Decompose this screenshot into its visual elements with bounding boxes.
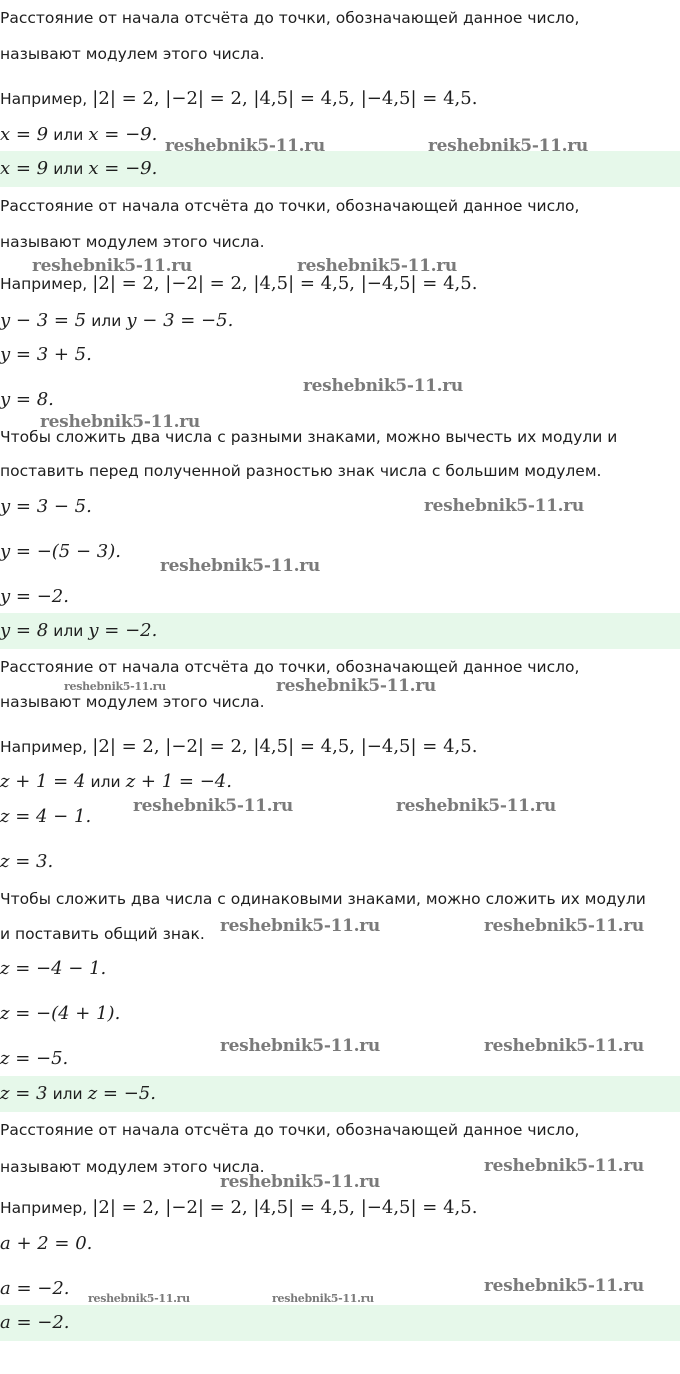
watermark: reshebnik5-11.ru	[40, 412, 200, 432]
definition-line-2: называют модулем этого числа.	[0, 693, 265, 711]
definition-line-2: называют модулем этого числа.	[0, 233, 265, 251]
task4-answer	[0, 1305, 680, 1341]
example-label: Например,	[0, 738, 88, 756]
task3-eq-right: z + 1 = −4.	[125, 771, 232, 792]
watermark: reshebnik5-11.ru	[396, 796, 556, 816]
task2-answer	[0, 613, 680, 649]
task3-step-1: z = 4 − 1.	[0, 806, 92, 827]
rule-same-line-2: и поставить общий знак.	[0, 925, 205, 943]
task3-answer-right: z = −5.	[87, 1083, 156, 1104]
task3-eq-left: z + 1 = 4	[0, 771, 86, 792]
watermark: reshebnik5-11.ru	[303, 376, 463, 396]
task2-eq-right: y − 3 = −5.	[126, 310, 234, 331]
watermark: reshebnik5-11.ru	[484, 1276, 644, 1296]
watermark: reshebnik5-11.ru	[484, 916, 644, 936]
watermark: reshebnik5-11.ru	[297, 256, 457, 276]
or-word: или	[53, 160, 84, 178]
example-math: |2| = 2, |−2| = 2, |4,5| = 4,5, |−4,5| = 4,5.	[92, 1197, 478, 1218]
rule-diff-line-1: Чтобы сложить два числа с разными знаками, можно вычесть их модули и	[0, 428, 618, 446]
watermark: reshebnik5-11.ru	[160, 556, 320, 576]
task2-step-2: y = 8.	[0, 389, 54, 410]
definition-line-1: Расстояние от начала отсчёта до точки, обозначающей данное число,	[0, 658, 580, 676]
definition-line-2: называют модулем этого числа.	[0, 1158, 265, 1176]
task1-answer-right: x = −9.	[88, 158, 158, 179]
task1-answer-left: x = 9	[0, 158, 49, 179]
watermark: reshebnik5-11.ru	[32, 256, 192, 276]
task4-answer-value: a = −2.	[0, 1312, 70, 1333]
task2-step-5: y = −2.	[0, 586, 69, 607]
watermark: reshebnik5-11.ru	[272, 1292, 374, 1305]
watermark: reshebnik5-11.ru	[165, 136, 325, 156]
or-word: или	[53, 622, 84, 640]
task2-step-3: y = 3 − 5.	[0, 496, 92, 517]
definition-line-1: Расстояние от начала отсчёта до точки, обозначающей данное число,	[0, 9, 580, 27]
definition-example	[0, 1197, 680, 1219]
task4-equation: a + 2 = 0.	[0, 1233, 93, 1254]
task1-answer	[0, 151, 680, 187]
example-math: |2| = 2, |−2| = 2, |4,5| = 4,5, |−4,5| = 4,5.	[92, 736, 478, 757]
rule-diff-line-2: поставить перед полученной разностью знак числа с большим модулем.	[0, 462, 602, 480]
definition-line-1: Расстояние от начала отсчёта до точки, обозначающей данное число,	[0, 1121, 580, 1139]
task2-step-1: y = 3 + 5.	[0, 344, 92, 365]
example-label: Например,	[0, 1199, 88, 1217]
example-label: Например,	[0, 90, 88, 108]
definition-line-2: называют модулем этого числа.	[0, 45, 265, 63]
task1-solution-right: x = −9.	[88, 124, 158, 145]
definition-line-1: Расстояние от начала отсчёта до точки, обозначающей данное число,	[0, 197, 580, 215]
definition-example	[0, 273, 680, 295]
example-label: Например,	[0, 275, 88, 293]
rule-same-line-1: Чтобы сложить два числа с одинаковыми знаками, можно сложить их модули	[0, 890, 646, 908]
watermark: reshebnik5-11.ru	[424, 496, 584, 516]
watermark: reshebnik5-11.ru	[484, 1036, 644, 1056]
watermark: reshebnik5-11.ru	[428, 136, 588, 156]
task3-answer-left: z = 3	[0, 1083, 48, 1104]
definition-example	[0, 736, 680, 758]
or-word: или	[53, 126, 84, 144]
watermark: reshebnik5-11.ru	[88, 1292, 190, 1305]
watermark: reshebnik5-11.ru	[220, 916, 380, 936]
example-math: |2| = 2, |−2| = 2, |4,5| = 4,5, |−4,5| = 4,5.	[92, 88, 478, 109]
or-word: или	[90, 773, 121, 791]
or-word: или	[52, 1085, 83, 1103]
watermark: reshebnik5-11.ru	[133, 796, 293, 816]
task2-equation	[0, 310, 680, 332]
example-math: |2| = 2, |−2| = 2, |4,5| = 4,5, |−4,5| = 4,5.	[92, 273, 478, 294]
definition-example	[0, 88, 680, 110]
task3-answer	[0, 1076, 680, 1112]
watermark: reshebnik5-11.ru	[220, 1036, 380, 1056]
task2-answer-left: y = 8	[0, 620, 49, 641]
task3-step-5: z = −5.	[0, 1048, 69, 1069]
watermark: reshebnik5-11.ru	[64, 680, 166, 693]
task3-step-3: z = −4 − 1.	[0, 958, 107, 979]
task2-step-4: y = −(5 − 3).	[0, 541, 121, 562]
task3-step-2: z = 3.	[0, 851, 54, 872]
or-word: или	[91, 312, 122, 330]
task3-step-4: z = −(4 + 1).	[0, 1003, 121, 1024]
task3-equation	[0, 771, 680, 793]
task2-eq-left: y − 3 = 5	[0, 310, 87, 331]
task2-answer-right: y = −2.	[88, 620, 158, 641]
task1-solution-left: x = 9	[0, 124, 49, 145]
task4-step-1: a = −2.	[0, 1278, 70, 1299]
watermark: reshebnik5-11.ru	[276, 676, 436, 696]
watermark: reshebnik5-11.ru	[484, 1156, 644, 1176]
watermark: reshebnik5-11.ru	[220, 1172, 380, 1192]
